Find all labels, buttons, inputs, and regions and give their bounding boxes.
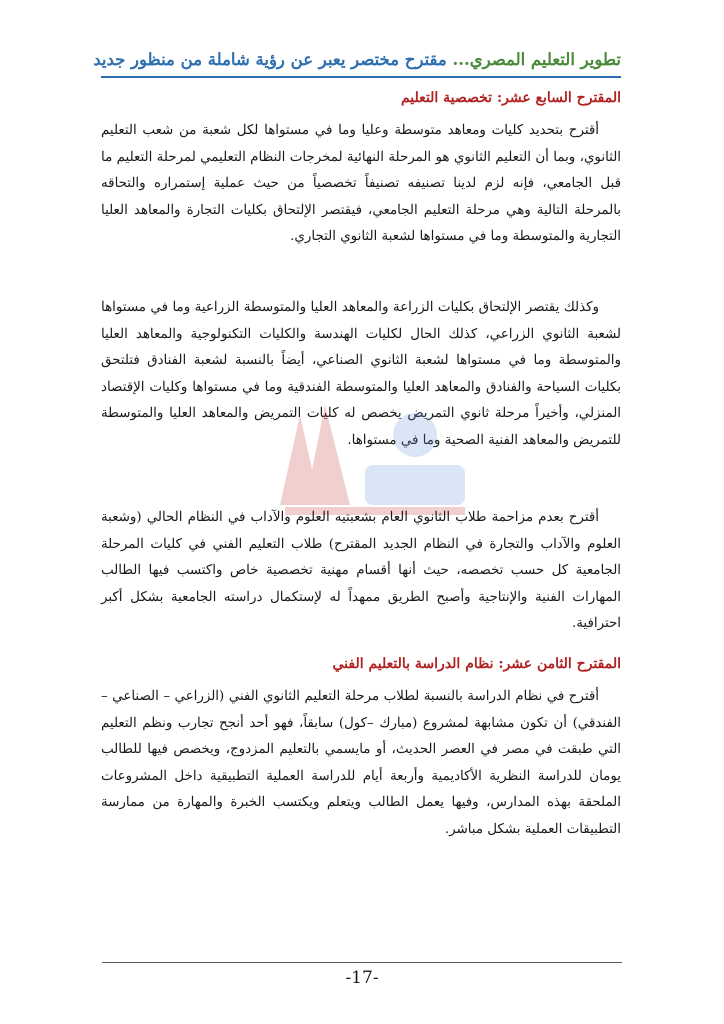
section-17-paragraph-3: أقترح بعدم مزاحمة طلاب الثانوي العام بشعبتيه العلوم والآداب في النظام الحالي (وشعبة العلوم والآداب والتجارة في النظام الجديد المقترح) طلاب التعليم الفني في كليات المرحلة الجامعية كل حسب تخصصه، حيث أنها أقسام مهنية تخصصية خاص واكتسب فيها الطالب المهارات الفنية والإنتاجية وأصبح الطريق ممهداً له لإستكمال دراسته الجامعية بشكل أكبر احترافية. (101, 510, 621, 631)
header-divider (101, 76, 621, 78)
page-number: -17- (345, 968, 379, 988)
header-title-sub: مقترح مختصر يعبر عن رؤية شاملة من منظور جديد (93, 50, 453, 69)
section-17-paragraph-2: وكذلك يقتصر الإلتحاق بكليات الزراعة والمعاهد العليا والمتوسطة الزراعية وما في مستواها لشعبة الثانوي الزراعي، كذلك الحال لكليات الهندسة والكليات التكنولوجية والمعاهد العليا والمتوسطة وما في مستواها لشعبة الثانوي الصناعي، أيضاً بالنسبة لشعبة الفنادق فتلتحق بكليات السياحة والفنادق والمعاهد العليا والمتوسطة الفندقية وما في مستواها وكليات الإقتصاد المنزلي، وأخيراً مرحلة ثانوي التمريض يخصص له كليات التمريض والمعاهد العليا والمتوسطة للتمريض والمعاهد الفنية الصحية وما في مستواها. (101, 300, 621, 448)
running-header (93, 48, 621, 72)
footer-divider (102, 962, 622, 963)
header-title-main: تطوير التعليم المصري... (452, 50, 621, 69)
section-18-paragraph-1: أقترح في نظام الدراسة بالنسبة لطلاب مرحلة التعليم الثانوي الفني (الزراعي – الصناعي – الفندقي) أن تكون مشابهة لمشروع (مبارك –كول) سابقاً، فهو أحد أنجح تجارب ونظم التعليم التي طبقت في مصر في العصر الحديث، أو مايسمي بالتعليم المزدوج، ويخصص فيها للطالب يومان للدراسة النظرية الأكاديمية وأربعة أيام للدراسة العملية التطبيقية داخل المشروعات الملحقة بهذه المدارس، وفيها يعمل الطالب ويتعلم ويكتسب الخبرة والمهارة من ممارسة التطبيقات العملية بشكل مباشر. (101, 689, 621, 837)
section-18-heading: المقترح الثامن عشر: نظام الدراسة بالتعليم الفني (332, 656, 621, 672)
section-17-heading: المقترح السابع عشر: تخصصية التعليم (400, 90, 621, 106)
section-17-paragraph-1: أقترح بتحديد كليات ومعاهد متوسطة وعليا وما في مستواها لكل شعبة من شعب التعليم الثانوي، وبما أن التعليم الثانوي هو المرحلة النهائية لمخرجات النظام التعليمي لمرحلة التعليم ما قبل الجامعي، فإنه لزم لدينا تصنيفه تصنيفاً تخصصياً من حيث عملية إستمراره والتحاقه بالمرحلة التالية وهي مرحلة التعليم الجامعي، فيقتصر الإلتحاق بكليات التجارة والمعاهد العليا التجارية والمتوسطة وما في مستواها لشعبة الثانوي التجاري. (101, 123, 621, 244)
